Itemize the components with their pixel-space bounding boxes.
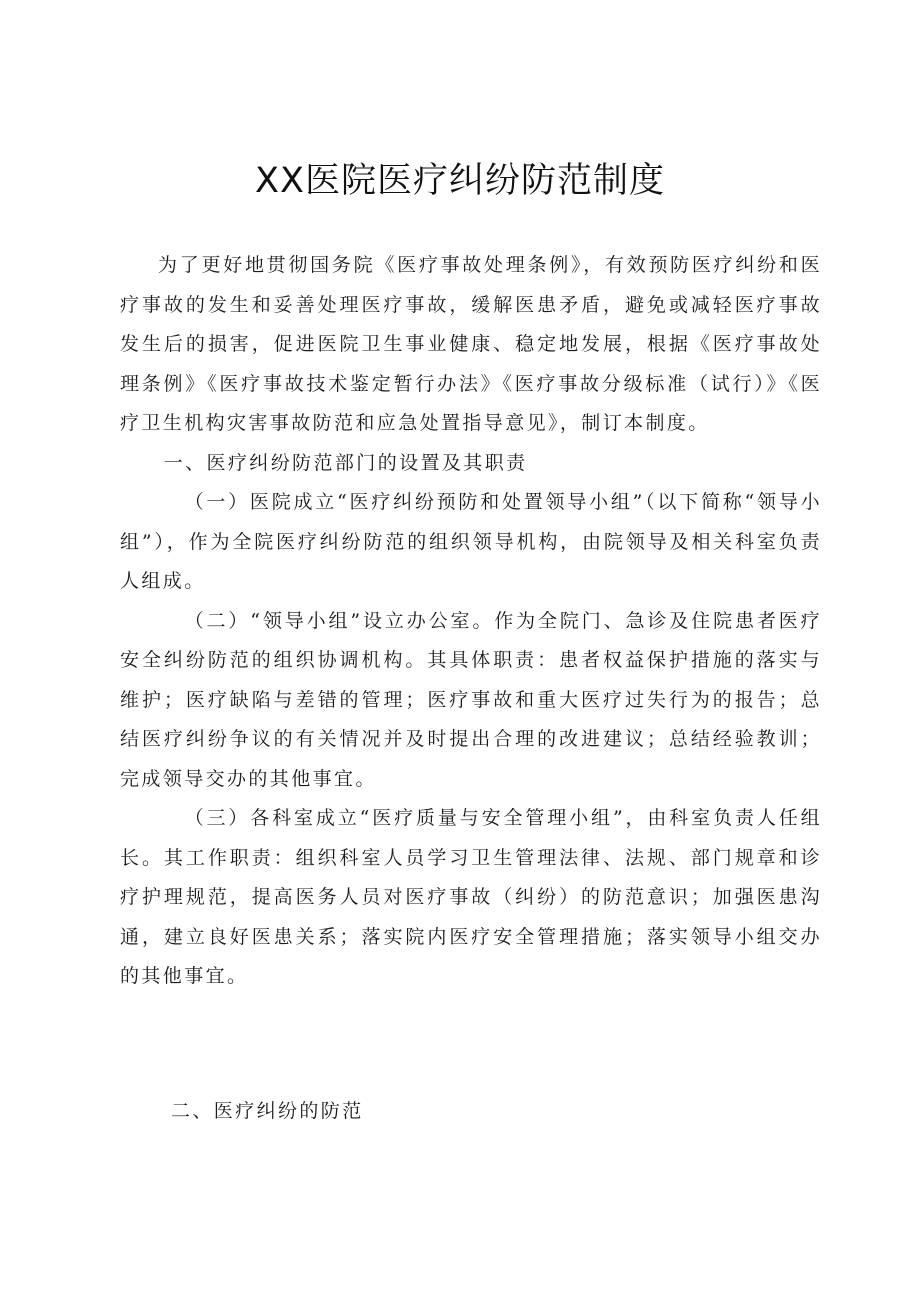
document-body: [120, 246, 822, 997]
clause-1-paragraph: （一）医院成立“医疗纠纷预防和处置领导小组”（以下简称“领导小组”），作为全院医疗纠纷防范的组织领导机构，由院领导及相关科室负责人组成。: [120, 491, 822, 592]
clause-3-paragraph: （三）各科室成立“医疗质量与安全管理小组”，由科室负责人任组长。其工作职责：组织科室人员学习卫生管理法律、法规、部门规章和诊疗护理规范，提高医务人员对医疗事故（纠纷）的防范意识；加强医患沟通，建立良好医患关系；落实院内医疗安全管理措施；落实领导小组交办的其他事宜。: [120, 807, 822, 987]
section-1-heading: 一、医疗纠纷防范部门的设置及其职责: [163, 451, 528, 474]
clause-2-paragraph: （二）“领导小组”设立办公室。作为全院门、急诊及住院患者医疗安全纠纷防范的组织协调机构。其具体职责：患者权益保护措施的落实与维护；医疗缺陷与差错的管理；医疗事故和重大医疗过失行为的报告；总结医疗纠纷争议的有关情况并及时提出合理的改进建议；总结经验教训；完成领导交办的其他事宜。: [120, 609, 822, 790]
intro-paragraph: 为了更好地贯彻国务院《医疗事故处理条例》，有效预防医疗纠纷和医疗事故的发生和妥善处理医疗事故，缓解医患矛盾，避免或减轻医疗事故发生后的损害，促进医院卫生事业健康、稳定地发展，根据《医疗事故处理条例》《医疗事故技术鉴定暂行办法》《医疗事故分级标准（试行）》《医疗卫生机构灾害事故防范和应急处置指导意见》，制订本制度。: [120, 254, 822, 434]
document-title: XX医院医疗纠纷防范制度: [255, 161, 665, 201]
section-2-heading: 二、医疗纠纷的防范: [171, 1100, 364, 1122]
